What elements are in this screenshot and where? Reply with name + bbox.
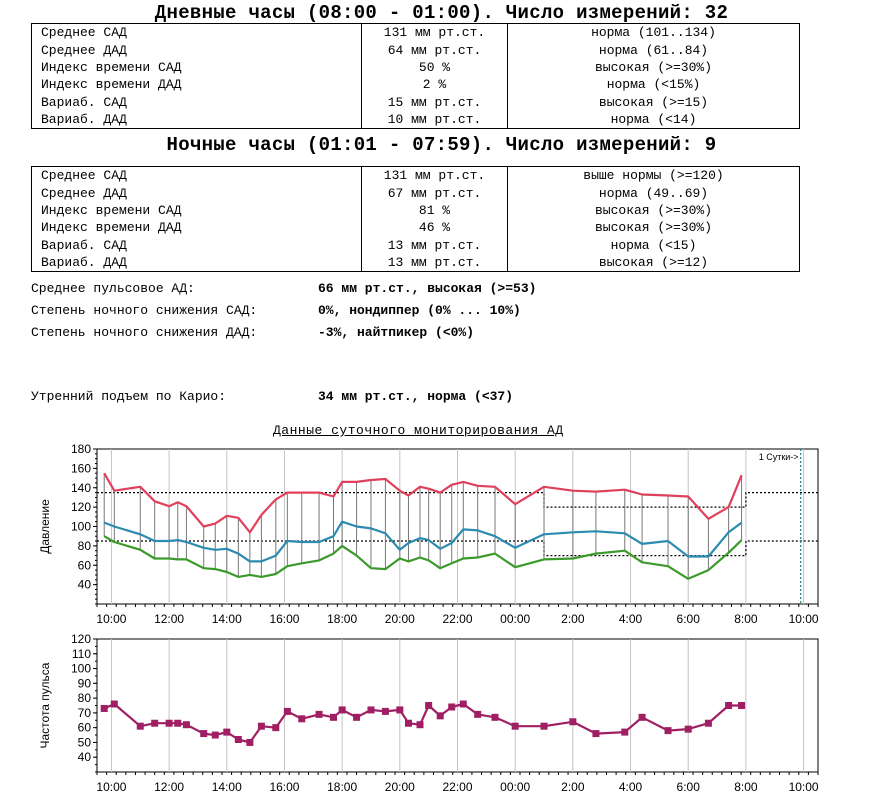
stat-assessment: высокая (>=30%) [594,202,713,218]
data-point [137,723,144,730]
data-point [396,706,403,713]
data-point [298,715,305,722]
y-tick-label: 160 [70,461,91,476]
stat-value: 13 мм рт.ст. [362,254,508,272]
stat-label: Вариаб. ДАД [41,255,127,271]
day-stat-row [32,76,800,93]
data-point [339,706,346,713]
stat-label: Вариаб. ДАД [41,112,127,128]
stat-assessment: норма (49..69) [598,185,709,201]
dbp-dip-label: Степень ночного снижения ДАД: [31,325,258,340]
data-point [592,730,599,737]
data-point [235,736,242,743]
stat-assessment: норма (61..84) [598,42,709,58]
data-point [569,718,576,725]
x-tick-label: 14:00 [211,780,242,794]
data-point [437,712,444,719]
stat-label: Среднее САД [41,25,127,41]
y-tick-label: 100 [70,519,91,534]
data-point [284,708,291,715]
y-tick-label: 140 [70,480,91,495]
dbp-dip-value: -3%, найтпикер (<0%) [318,325,475,340]
stat-value: 131 мм рт.ст. [362,24,508,42]
data-point [639,714,646,721]
data-point [330,714,337,721]
stat-assessment: норма (<15) [610,237,697,253]
stat-value: 46 % [362,219,508,236]
data-point [212,732,219,739]
data-point [246,739,253,746]
stat-label: Вариаб. САД [41,237,127,253]
morning-rise-value: 34 мм рт.ст., норма (<37) [318,389,514,404]
data-point [725,702,732,709]
data-point [621,729,628,736]
y-tick-label: 120 [70,500,91,515]
stat-assessment: высокая (>=30%) [594,220,713,236]
x-tick-label: 22:00 [442,612,473,623]
x-tick-label: 6:00 [676,780,700,794]
day-stat-row [32,41,800,58]
y-tick-label: 80 [77,538,91,553]
x-tick-label: 12:00 [154,780,185,794]
data-point [166,720,173,727]
x-tick-label: 20:00 [384,612,415,623]
data-point [151,720,158,727]
day-stat-row [32,59,800,76]
data-point [491,714,498,721]
stat-label: Среднее ДАД [41,185,127,201]
day-stat-row [32,94,800,111]
x-tick-label: 10:00 [96,612,127,623]
data-point [474,711,481,718]
stat-value: 13 мм рт.ст. [362,237,508,254]
stat-value: 50 % [362,59,508,76]
data-point [512,723,519,730]
x-tick-label: 16:00 [269,780,300,794]
chart-title: Данные суточного мониторирования АД [273,423,564,438]
stat-assessment: высокая (>=30%) [594,59,713,75]
stat-value: 67 мм рт.ст. [362,184,508,201]
x-tick-label: 8:00 [734,612,758,623]
data-point [685,726,692,733]
data-point [405,720,412,727]
y-tick-label: 50 [77,735,91,750]
series-line [104,473,741,532]
stat-value: 81 % [362,202,508,219]
day-marker-label: 1 Сутки-> [758,452,799,462]
y-tick-label: 40 [77,750,91,765]
stat-label: Индекс времени САД [41,59,182,75]
day-stat-row [32,24,800,42]
x-tick-label: 14:00 [211,612,242,623]
x-tick-label: 10:00 [788,780,819,794]
x-tick-label: 8:00 [734,780,758,794]
stat-value: 15 мм рт.ст. [362,94,508,111]
data-point [258,723,265,730]
day-section-title: Дневные часы (08:00 - 01:00). Число измерений: 32 [154,2,729,24]
x-tick-label: 00:00 [500,612,531,623]
x-tick-label: 10:00 [96,780,127,794]
data-point [541,723,548,730]
night-stat-row [32,167,800,185]
data-point [183,721,190,728]
night-section-title: Ночные часы (01:01 - 07:59). Число измерений: 9 [166,134,717,156]
stat-value: 131 мм рт.ст. [362,167,508,185]
y-tick-label: 60 [77,720,91,735]
y-tick-label: 70 [77,705,91,720]
y-tick-label: 180 [70,442,91,456]
data-point [382,708,389,715]
stat-value: 2 % [362,76,508,93]
data-point [448,703,455,710]
y-tick-label: 100 [70,661,91,676]
day-stat-row [32,111,800,129]
x-tick-label: 12:00 [154,612,185,623]
data-point [367,706,374,713]
day-stats-table [31,23,800,129]
stat-assessment: выше нормы (>=120) [583,168,724,184]
y-axis-title: Давление [38,499,52,554]
data-point [200,730,207,737]
y-tick-label: 90 [77,676,91,691]
data-point [223,729,230,736]
data-point [316,711,323,718]
night-stat-row [32,184,800,201]
stat-label: Индекс времени ДАД [41,220,182,236]
x-tick-label: 2:00 [561,780,585,794]
night-stat-row [32,202,800,219]
x-tick-label: 22:00 [442,780,473,794]
data-point [272,724,279,731]
x-tick-label: 4:00 [618,780,643,794]
y-tick-label: 40 [77,577,91,592]
x-tick-label: 2:00 [561,612,585,623]
stat-assessment: высокая (>=15) [598,94,709,110]
night-stats-table [31,166,800,272]
data-point [460,701,467,708]
x-tick-label: 10:00 [788,612,819,623]
data-point [665,727,672,734]
pulse-pressure-label: Среднее пульсовое АД: [31,281,195,296]
y-tick-label: 60 [77,558,91,573]
data-point [101,705,108,712]
data-point [738,702,745,709]
stat-label: Среднее САД [41,168,127,184]
stat-value: 64 мм рт.ст. [362,41,508,58]
x-tick-label: 4:00 [618,612,643,623]
stat-value: 10 мм рт.ст. [362,111,508,129]
x-tick-label: 6:00 [676,612,700,623]
stat-label: Индекс времени САД [41,202,182,218]
stat-assessment: высокая (>=12) [598,255,709,271]
data-point [174,720,181,727]
data-point [705,720,712,727]
sbp-dip-value: 0%, нондиппер (0% ... 10%) [318,303,521,318]
y-tick-label: 110 [71,646,91,661]
x-tick-label: 16:00 [269,612,300,623]
stat-assessment: норма (<15%) [606,77,701,93]
pulse-pressure-value: 66 мм рт.ст., высокая (>=53) [318,281,537,296]
x-tick-label: 20:00 [384,780,415,794]
morning-rise-label: Утренний подъем по Карио: [31,389,227,404]
hr-chart [0,630,883,800]
bp-chart [0,437,883,623]
stat-assessment: норма (<14) [610,112,697,128]
data-point [353,714,360,721]
x-tick-label: 18:00 [327,780,358,794]
stat-label: Среднее ДАД [41,42,127,58]
stat-assessment: норма (101..134) [591,25,716,41]
stat-label: Вариаб. САД [41,94,127,110]
data-point [111,701,118,708]
data-point [417,721,424,728]
sbp-dip-label: Степень ночного снижения САД: [31,303,258,318]
night-stat-row [32,254,800,272]
night-stat-row [32,219,800,236]
stat-label: Индекс времени ДАД [41,77,182,93]
x-tick-label: 00:00 [500,780,531,794]
y-tick-label: 120 [70,632,91,646]
data-point [425,702,432,709]
x-tick-label: 18:00 [327,612,358,623]
night-stat-row [32,237,800,254]
y-tick-label: 80 [77,691,91,706]
y-axis-title: Частота пульса [38,662,52,749]
